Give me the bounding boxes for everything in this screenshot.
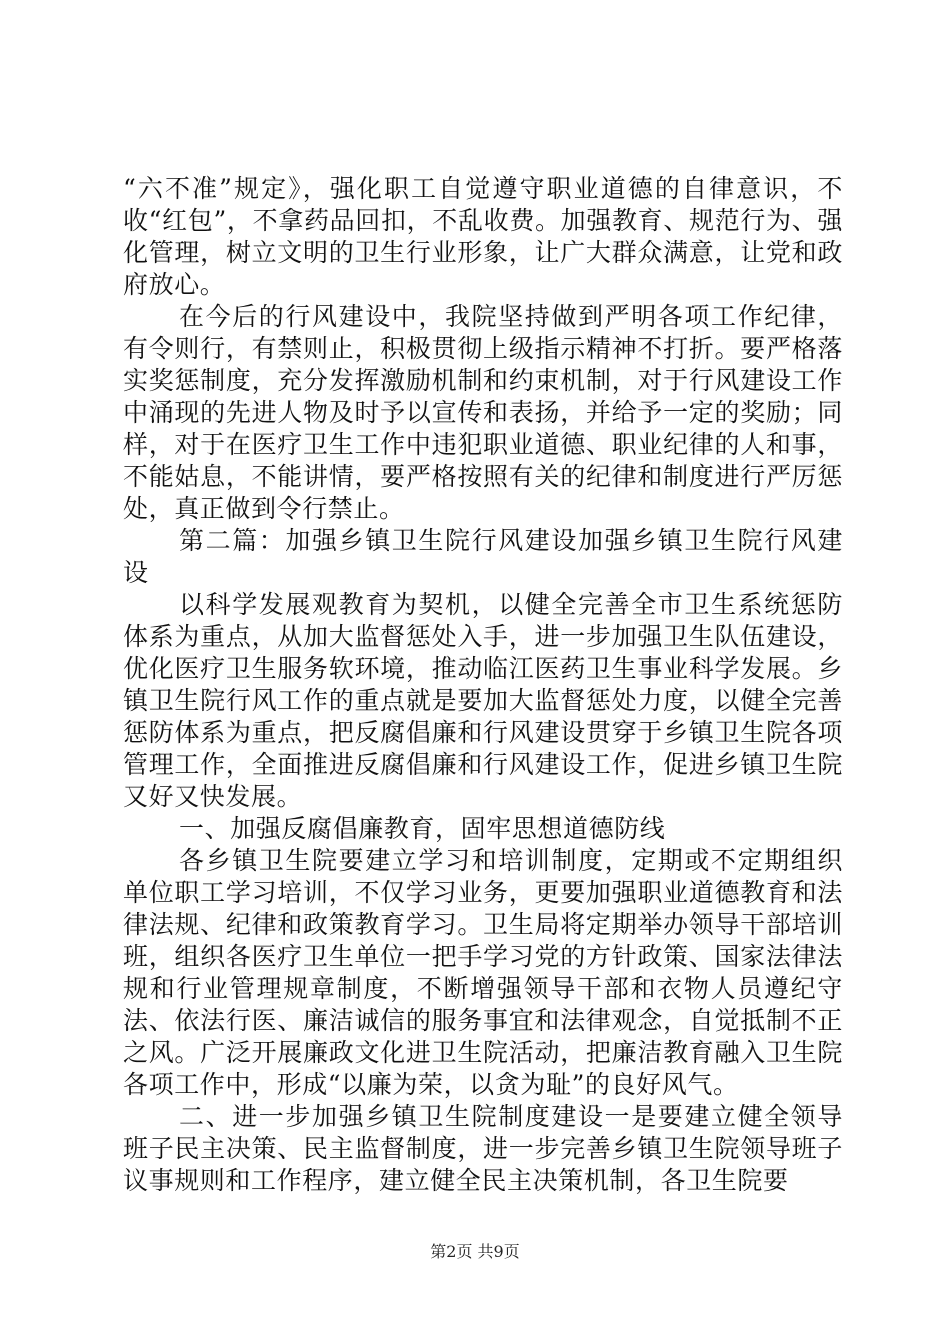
paragraph-1: “六不准”规定》，强化职工自觉遵守职业道德的自律意识，不收“红包”，不拿药品回扣，不乱收费。加强教育、规范行为、强化管理，树立文明的卫生行业形象，让广大群众满意，让党和政府放心。 <box>123 174 843 299</box>
page-number-footer: 第2页 共9页 <box>430 1242 520 1261</box>
paragraph-4: 各乡镇卫生院要建立学习和培训制度，定期或不定期组织单位职工学习培训，不仅学习业务，更要加强职业道德教育和法律法规、纪律和政策教育学习。卫生局将定期举办领导干部培训班，组织各医疗卫生单位一把手学习党的方针政策、国家法律法规和行业管理规章制度，不断增强领导干部和衣物人员遵纪守法、依法行医、廉洁诚信的服务事宜和法律观念，自觉抵制不正之风。广泛开展廉政文化进卫生院活动，把廉洁教育融入卫生院各项工作中，形成“以廉为荣，以贪为耻”的良好风气。 <box>123 846 843 1099</box>
paragraph-5: 二、进一步加强乡镇卫生院制度建设一是要建立健全领导班子民主决策、民主监督制度，进一步完善乡镇卫生院领导班子议事规则和工作程序，建立健全民主决策机制，各卫生院要 <box>123 1102 843 1195</box>
paragraph-3: 以科学发展观教育为契机，以健全完善全市卫生系统惩防体系为重点，从加大监督惩处入手，进一步加强卫生队伍建设，优化医疗卫生服务软环境，推动临江医药卫生事业科学发展。乡镇卫生院行风工作的重点就是要加大监督惩处力度，以健全完善惩防体系为重点，把反腐倡廉和行风建设贯穿于乡镇卫生院各项管理工作，全面推进反腐倡廉和行风建设工作，促进乡镇卫生院又好又快发展。 <box>123 590 843 811</box>
subheading-one: 一、加强反腐倡廉教育，固牢思想道德防线 <box>179 814 666 843</box>
section-heading-part-two: 第二篇：加强乡镇卫生院行风建设加强乡镇卫生院行风建设 <box>123 526 843 587</box>
paragraph-2: 在今后的行风建设中，我院坚持做到严明各项工作纪律，有令则行，有禁则止，积极贯彻上级指示精神不打折。要严格落实奖惩制度，充分发挥激励机制和约束机制，对于行风建设工作中涌现的先进人物及时予以宣传和表扬，并给予一定的奖励；同样，对于在医疗卫生工作中违犯职业道德、职业纪律的人和事，不能姑息，不能讲情，要严格按照有关的纪律和制度进行严厉惩处，真正做到令行禁止。 <box>123 302 843 523</box>
document-body <box>123 173 843 1197</box>
